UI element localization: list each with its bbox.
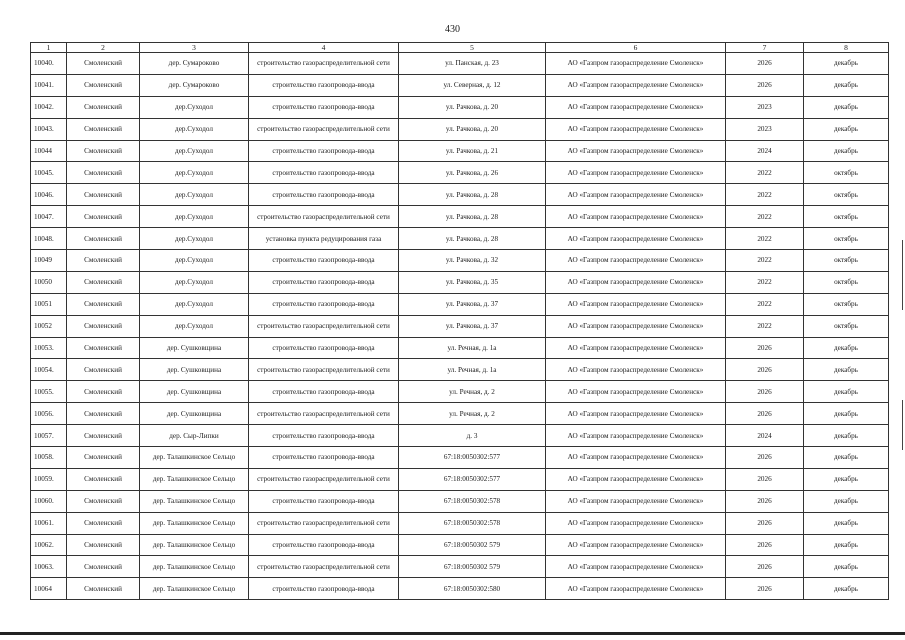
settlement-cell: дер. Сушковщина (140, 403, 249, 425)
organization-cell: АО «Газпром газораспределение Смоленск» (546, 250, 726, 272)
table-row (31, 118, 889, 140)
work-type-cell: строительство газораспределительной сети (249, 118, 399, 140)
address-cell: 67:18:0050302 579 (399, 534, 546, 556)
year-cell: 2026 (726, 534, 804, 556)
address-cell: ул. Рачкова, д. 20 (399, 118, 546, 140)
organization-cell: АО «Газпром газораспределение Смоленск» (546, 140, 726, 162)
row-number: 10059. (31, 468, 67, 490)
district-cell: Смоленский (67, 74, 140, 96)
month-cell: декабрь (804, 140, 889, 162)
work-type-cell: строительство газопровода-ввода (249, 96, 399, 118)
district-cell: Смоленский (67, 162, 140, 184)
row-number: 10054. (31, 359, 67, 381)
row-number: 10057. (31, 425, 67, 447)
district-cell: Смоленский (67, 271, 140, 293)
settlement-cell: дер.Суходол (140, 271, 249, 293)
table-row (31, 447, 889, 469)
row-number: 10052 (31, 315, 67, 337)
settlement-cell: дер.Суходол (140, 206, 249, 228)
district-cell: Смоленский (67, 228, 140, 250)
organization-cell: АО «Газпром газораспределение Смоленск» (546, 556, 726, 578)
settlement-cell: дер. Сушковщина (140, 337, 249, 359)
table-row (31, 315, 889, 337)
year-cell: 2022 (726, 315, 804, 337)
table-row (31, 468, 889, 490)
column-header: 1 (31, 43, 67, 53)
organization-cell: АО «Газпром газораспределение Смоленск» (546, 118, 726, 140)
organization-cell: АО «Газпром газораспределение Смоленск» (546, 337, 726, 359)
settlement-cell: дер.Суходол (140, 315, 249, 337)
column-header: 3 (140, 43, 249, 53)
month-cell: октябрь (804, 206, 889, 228)
work-type-cell: строительство газораспределительной сети (249, 359, 399, 381)
table-row (31, 490, 889, 512)
year-cell: 2022 (726, 250, 804, 272)
row-number: 10058. (31, 447, 67, 469)
month-cell: декабрь (804, 468, 889, 490)
organization-cell: АО «Газпром газораспределение Смоленск» (546, 271, 726, 293)
settlement-cell: дер. Талашкинское Сельцо (140, 556, 249, 578)
organization-cell: АО «Газпром газораспределение Смоленск» (546, 359, 726, 381)
district-cell: Смоленский (67, 468, 140, 490)
settlement-cell: дер. Сушковщина (140, 359, 249, 381)
settlement-cell: дер.Суходол (140, 140, 249, 162)
organization-cell: АО «Газпром газораспределение Смоленск» (546, 53, 726, 75)
column-header: 8 (804, 43, 889, 53)
organization-cell: АО «Газпром газораспределение Смоленск» (546, 490, 726, 512)
table-row (31, 293, 889, 315)
work-type-cell: установка пункта редуцирования газа (249, 228, 399, 250)
address-cell: ул. Рачкова, д. 26 (399, 162, 546, 184)
year-cell: 2023 (726, 118, 804, 140)
address-cell: ул. Речная, д. 2 (399, 381, 546, 403)
row-number: 10046. (31, 184, 67, 206)
month-cell: октябрь (804, 293, 889, 315)
organization-cell: АО «Газпром газораспределение Смоленск» (546, 403, 726, 425)
year-cell: 2023 (726, 96, 804, 118)
year-cell: 2026 (726, 337, 804, 359)
address-cell: 67:18:0050302:577 (399, 468, 546, 490)
table-row (31, 96, 889, 118)
year-cell: 2026 (726, 381, 804, 403)
column-header: 6 (546, 43, 726, 53)
address-cell: 67:18:0050302:577 (399, 447, 546, 469)
work-type-cell: строительство газопровода-ввода (249, 381, 399, 403)
table-row (31, 206, 889, 228)
row-number: 10042. (31, 96, 67, 118)
settlement-cell: дер. Сумароково (140, 53, 249, 75)
address-cell: ул. Северная, д. 12 (399, 74, 546, 96)
table-row (31, 184, 889, 206)
year-cell: 2022 (726, 293, 804, 315)
address-cell: 67:18:0050302:580 (399, 578, 546, 600)
settlement-cell: дер. Талашкинское Сельцо (140, 490, 249, 512)
work-type-cell: строительство газопровода-ввода (249, 490, 399, 512)
organization-cell: АО «Газпром газораспределение Смоленск» (546, 228, 726, 250)
organization-cell: АО «Газпром газораспределение Смоленск» (546, 293, 726, 315)
address-cell: ул. Речная, д. 1а (399, 359, 546, 381)
address-cell: 67:18:0050302 579 (399, 556, 546, 578)
table-row (31, 74, 889, 96)
settlement-cell: дер.Суходол (140, 162, 249, 184)
district-cell: Смоленский (67, 512, 140, 534)
organization-cell: АО «Газпром газораспределение Смоленск» (546, 447, 726, 469)
month-cell: декабрь (804, 490, 889, 512)
year-cell: 2026 (726, 490, 804, 512)
work-type-cell: строительство газопровода-ввода (249, 293, 399, 315)
column-header: 5 (399, 43, 546, 53)
column-header: 4 (249, 43, 399, 53)
settlement-cell: дер. Талашкинское Сельцо (140, 534, 249, 556)
scan-edge-mark (902, 240, 903, 310)
table-row (31, 512, 889, 534)
organization-cell: АО «Газпром газораспределение Смоленск» (546, 96, 726, 118)
year-cell: 2024 (726, 425, 804, 447)
table-row (31, 403, 889, 425)
settlement-cell: дер. Талашкинское Сельцо (140, 578, 249, 600)
table-row (31, 578, 889, 600)
address-cell: ул. Речная, д. 2 (399, 403, 546, 425)
month-cell: декабрь (804, 534, 889, 556)
settlement-cell: дер.Суходол (140, 118, 249, 140)
district-cell: Смоленский (67, 425, 140, 447)
row-number: 10063. (31, 556, 67, 578)
year-cell: 2022 (726, 184, 804, 206)
document-table (30, 42, 889, 600)
year-cell: 2026 (726, 447, 804, 469)
year-cell: 2026 (726, 578, 804, 600)
row-number: 10040. (31, 53, 67, 75)
work-type-cell: строительство газопровода-ввода (249, 162, 399, 184)
row-number: 10041. (31, 74, 67, 96)
row-number: 10047. (31, 206, 67, 228)
address-cell: ул. Рачкова, д. 28 (399, 206, 546, 228)
organization-cell: АО «Газпром газораспределение Смоленск» (546, 74, 726, 96)
year-cell: 2026 (726, 74, 804, 96)
address-cell: ул. Рачкова, д. 28 (399, 184, 546, 206)
year-cell: 2022 (726, 271, 804, 293)
work-type-cell: строительство газопровода-ввода (249, 250, 399, 272)
address-cell: ул. Рачкова, д. 21 (399, 140, 546, 162)
organization-cell: АО «Газпром газораспределение Смоленск» (546, 534, 726, 556)
table-row (31, 556, 889, 578)
table-row (31, 250, 889, 272)
district-cell: Смоленский (67, 578, 140, 600)
month-cell: декабрь (804, 556, 889, 578)
row-number: 10055. (31, 381, 67, 403)
address-cell: 67:18:0050302:578 (399, 512, 546, 534)
settlement-cell: дер.Суходол (140, 250, 249, 272)
district-cell: Смоленский (67, 556, 140, 578)
month-cell: декабрь (804, 512, 889, 534)
address-cell: ул. Речная, д. 1а (399, 337, 546, 359)
year-cell: 2026 (726, 403, 804, 425)
district-cell: Смоленский (67, 447, 140, 469)
row-number: 10048. (31, 228, 67, 250)
work-type-cell: строительство газораспределительной сети (249, 315, 399, 337)
district-cell: Смоленский (67, 293, 140, 315)
year-cell: 2026 (726, 512, 804, 534)
row-number: 10064 (31, 578, 67, 600)
address-cell: ул. Рачкова, д. 28 (399, 228, 546, 250)
table-row (31, 359, 889, 381)
address-cell: 67:18:0050302:578 (399, 490, 546, 512)
district-cell: Смоленский (67, 184, 140, 206)
year-cell: 2026 (726, 556, 804, 578)
address-cell: д. 3 (399, 425, 546, 447)
district-cell: Смоленский (67, 118, 140, 140)
district-cell: Смоленский (67, 96, 140, 118)
address-cell: ул. Рачкова, д. 20 (399, 96, 546, 118)
row-number: 10043. (31, 118, 67, 140)
table-row (31, 337, 889, 359)
year-cell: 2026 (726, 468, 804, 490)
district-cell: Смоленский (67, 315, 140, 337)
organization-cell: АО «Газпром газораспределение Смоленск» (546, 512, 726, 534)
settlement-cell: дер.Суходол (140, 228, 249, 250)
month-cell: декабрь (804, 447, 889, 469)
district-cell: Смоленский (67, 337, 140, 359)
month-cell: октябрь (804, 315, 889, 337)
month-cell: октябрь (804, 271, 889, 293)
month-cell: декабрь (804, 337, 889, 359)
district-cell: Смоленский (67, 381, 140, 403)
month-cell: октябрь (804, 250, 889, 272)
month-cell: декабрь (804, 118, 889, 140)
work-type-cell: строительство газораспределительной сети (249, 468, 399, 490)
address-cell: ул. Рачкова, д. 32 (399, 250, 546, 272)
year-cell: 2026 (726, 53, 804, 75)
work-type-cell: строительство газопровода-ввода (249, 337, 399, 359)
month-cell: октябрь (804, 228, 889, 250)
month-cell: декабрь (804, 403, 889, 425)
row-number: 10060. (31, 490, 67, 512)
column-header: 7 (726, 43, 804, 53)
settlement-cell: дер. Сумароково (140, 74, 249, 96)
district-cell: Смоленский (67, 534, 140, 556)
month-cell: октябрь (804, 184, 889, 206)
table-row (31, 534, 889, 556)
organization-cell: АО «Газпром газораспределение Смоленск» (546, 184, 726, 206)
settlement-cell: дер. Сыр-Липки (140, 425, 249, 447)
work-type-cell: строительство газораспределительной сети (249, 403, 399, 425)
district-cell: Смоленский (67, 250, 140, 272)
column-header: 2 (67, 43, 140, 53)
organization-cell: АО «Газпром газораспределение Смоленск» (546, 162, 726, 184)
district-cell: Смоленский (67, 140, 140, 162)
work-type-cell: строительство газопровода-ввода (249, 271, 399, 293)
address-cell: ул. Рачкова, д. 37 (399, 293, 546, 315)
district-cell: Смоленский (67, 53, 140, 75)
year-cell: 2022 (726, 162, 804, 184)
work-type-cell: строительство газопровода-ввода (249, 74, 399, 96)
table-row (31, 271, 889, 293)
work-type-cell: строительство газопровода-ввода (249, 140, 399, 162)
address-cell: ул. Рачкова, д. 37 (399, 315, 546, 337)
month-cell: октябрь (804, 162, 889, 184)
row-number: 10062. (31, 534, 67, 556)
work-type-cell: строительство газопровода-ввода (249, 425, 399, 447)
row-number: 10050 (31, 271, 67, 293)
row-number: 10045. (31, 162, 67, 184)
organization-cell: АО «Газпром газораспределение Смоленск» (546, 578, 726, 600)
row-number: 10056. (31, 403, 67, 425)
month-cell: декабрь (804, 425, 889, 447)
settlement-cell: дер.Суходол (140, 184, 249, 206)
work-type-cell: строительство газопровода-ввода (249, 578, 399, 600)
settlement-cell: дер.Суходол (140, 293, 249, 315)
settlement-cell: дер. Талашкинское Сельцо (140, 447, 249, 469)
settlement-cell: дер.Суходол (140, 96, 249, 118)
year-cell: 2022 (726, 228, 804, 250)
table-row (31, 381, 889, 403)
district-cell: Смоленский (67, 206, 140, 228)
organization-cell: АО «Газпром газораспределение Смоленск» (546, 381, 726, 403)
table-header-row (31, 43, 889, 53)
work-type-cell: строительство газораспределительной сети (249, 512, 399, 534)
work-type-cell: строительство газораспределительной сети (249, 53, 399, 75)
month-cell: декабрь (804, 578, 889, 600)
district-cell: Смоленский (67, 359, 140, 381)
year-cell: 2024 (726, 140, 804, 162)
page-number: 430 (445, 24, 460, 35)
year-cell: 2022 (726, 206, 804, 228)
work-type-cell: строительство газораспределительной сети (249, 206, 399, 228)
work-type-cell: строительство газопровода-ввода (249, 184, 399, 206)
district-cell: Смоленский (67, 490, 140, 512)
settlement-cell: дер. Талашкинское Сельцо (140, 468, 249, 490)
row-number: 10051 (31, 293, 67, 315)
district-cell: Смоленский (67, 403, 140, 425)
row-number: 10061. (31, 512, 67, 534)
table-row (31, 425, 889, 447)
table-row (31, 53, 889, 75)
settlement-cell: дер. Талашкинское Сельцо (140, 512, 249, 534)
table-row (31, 162, 889, 184)
organization-cell: АО «Газпром газораспределение Смоленск» (546, 206, 726, 228)
work-type-cell: строительство газораспределительной сети (249, 556, 399, 578)
address-cell: ул. Рачкова, д. 35 (399, 271, 546, 293)
month-cell: декабрь (804, 359, 889, 381)
work-type-cell: строительство газопровода-ввода (249, 534, 399, 556)
month-cell: декабрь (804, 96, 889, 118)
organization-cell: АО «Газпром газораспределение Смоленск» (546, 468, 726, 490)
row-number: 10049 (31, 250, 67, 272)
organization-cell: АО «Газпром газораспределение Смоленск» (546, 425, 726, 447)
scan-edge-mark (902, 400, 903, 450)
work-type-cell: строительство газопровода-ввода (249, 447, 399, 469)
table-row (31, 140, 889, 162)
row-number: 10044 (31, 140, 67, 162)
month-cell: декабрь (804, 381, 889, 403)
scan-bottom-border (0, 632, 905, 635)
table-row (31, 228, 889, 250)
address-cell: ул. Панская, д. 23 (399, 53, 546, 75)
row-number: 10053. (31, 337, 67, 359)
year-cell: 2026 (726, 359, 804, 381)
month-cell: декабрь (804, 53, 889, 75)
organization-cell: АО «Газпром газораспределение Смоленск» (546, 315, 726, 337)
settlement-cell: дер. Сушковщина (140, 381, 249, 403)
month-cell: декабрь (804, 74, 889, 96)
